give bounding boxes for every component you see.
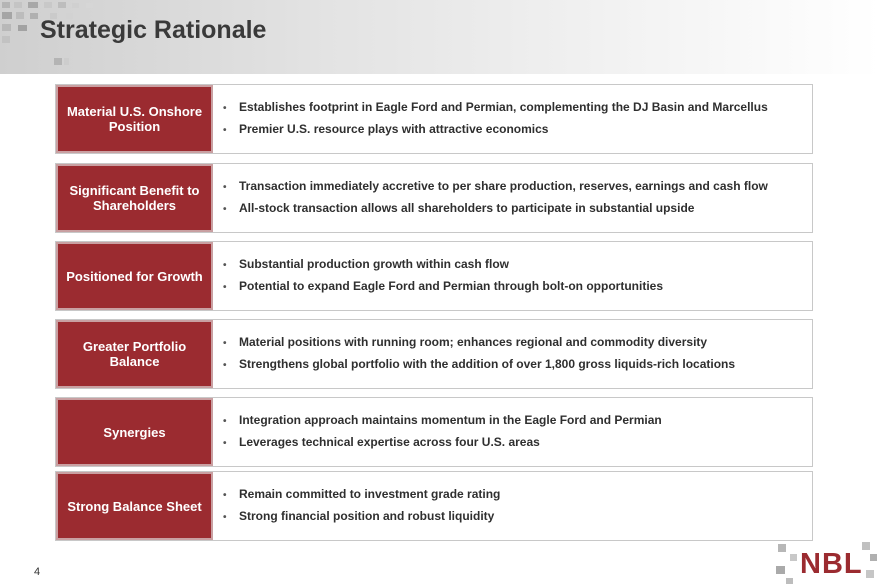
bullet-icon: • [223,282,227,293]
bullet-icon: • [223,204,227,215]
bullet-item [223,484,812,506]
header-pixel-decoration [14,2,22,8]
bullet-text: Substantial production growth within cash flow [239,257,509,271]
bullet-text: All-stock transaction allows all shareholders to participate in substantial upside [239,201,695,215]
bullet-text: Premier U.S. resource plays with attractive economics [239,122,549,136]
rationale-row-shareholder-benefit [55,163,813,233]
header-pixel-decoration [2,24,11,31]
bullet-icon: • [223,338,227,349]
header-pixel-decoration [64,58,69,65]
header-pixel-decoration [86,3,93,8]
header-pixel-decoration [30,13,38,19]
bullet-text: Strengthens global portfolio with the addition of over 1,800 gross liquids-rich locations [239,357,736,371]
bullet-text: Establishes footprint in Eagle Ford and Permian, complementing the DJ Basin and Marcellus [239,100,768,114]
row-label: Greater Portfolio Balance [56,320,213,388]
bullet-icon: • [223,438,227,449]
bullet-text: Strong financial position and robust liquidity [239,509,495,523]
rationale-row-material-onshore [55,84,813,154]
bullet-icon: • [223,260,227,271]
row-label: Strong Balance Sheet [56,472,213,540]
logo-pixel [790,554,797,561]
logo-pixel [862,542,870,550]
bullet-item [223,432,812,454]
bullet-item [223,332,812,354]
bullet-icon: • [223,512,227,523]
logo-pixel [786,578,793,584]
bullet-text: Transaction immediately accretive to per share production, reserves, earnings and cash flow [239,179,768,193]
header-pixel-decoration [2,2,10,8]
row-bullet-list [213,472,812,540]
bullet-icon: • [223,416,227,427]
bullet-item [223,354,812,376]
row-label: Synergies [56,398,213,466]
header-pixel-decoration [58,2,66,8]
header-pixel-decoration [44,2,52,8]
row-label: Material U.S. Onshore Position [56,85,213,153]
row-bullet-list [213,85,812,153]
bullet-icon: • [223,360,227,371]
rationale-row-growth [55,241,813,311]
header-pixel-decoration [2,36,10,43]
slide-title: Strategic Rationale [40,16,267,44]
header-pixel-decoration [72,3,79,8]
row-bullet-list [213,320,812,388]
header-pixel-decoration [2,12,12,19]
row-label: Positioned for Growth [56,242,213,310]
rationale-row-synergies [55,397,813,467]
page-number: 4 [34,566,41,578]
header-pixel-decoration [54,58,62,65]
bullet-text: Leverages technical expertise across four U.S. areas [239,435,540,449]
row-bullet-list [213,164,812,232]
logo-pixel [866,570,874,578]
bullet-item [223,410,812,432]
bullet-icon: • [223,103,227,114]
logo-pixel [778,544,786,552]
bullet-item [223,198,812,220]
row-bullet-list [213,398,812,466]
rationale-row-portfolio-balance [55,319,813,389]
row-label: Significant Benefit to Shareholders [56,164,213,232]
logo-pixel [870,554,877,561]
nbl-logo: NBL [800,548,863,580]
header-pixel-decoration [28,2,38,8]
bullet-icon: • [223,125,227,136]
bullet-item [223,276,812,298]
bullet-item [223,176,812,198]
bullet-text: Potential to expand Eagle Ford and Permian through bolt-on opportunities [239,279,664,293]
logo-pixel [776,566,785,574]
bullet-item [223,254,812,276]
bullet-text: Material positions with running room; enhances regional and commodity diversity [239,335,708,349]
bullet-item [223,506,812,528]
bullet-item [223,119,812,141]
bullet-text: Integration approach maintains momentum in the Eagle Ford and Permian [239,413,662,427]
header-pixel-decoration [16,12,24,19]
rationale-row-balance-sheet [55,471,813,541]
bullet-icon: • [223,182,227,193]
header-pixel-decoration [18,25,27,31]
bullet-item [223,97,812,119]
bullet-icon: • [223,490,227,501]
bullet-text: Remain committed to investment grade rating [239,487,501,501]
row-bullet-list [213,242,812,310]
